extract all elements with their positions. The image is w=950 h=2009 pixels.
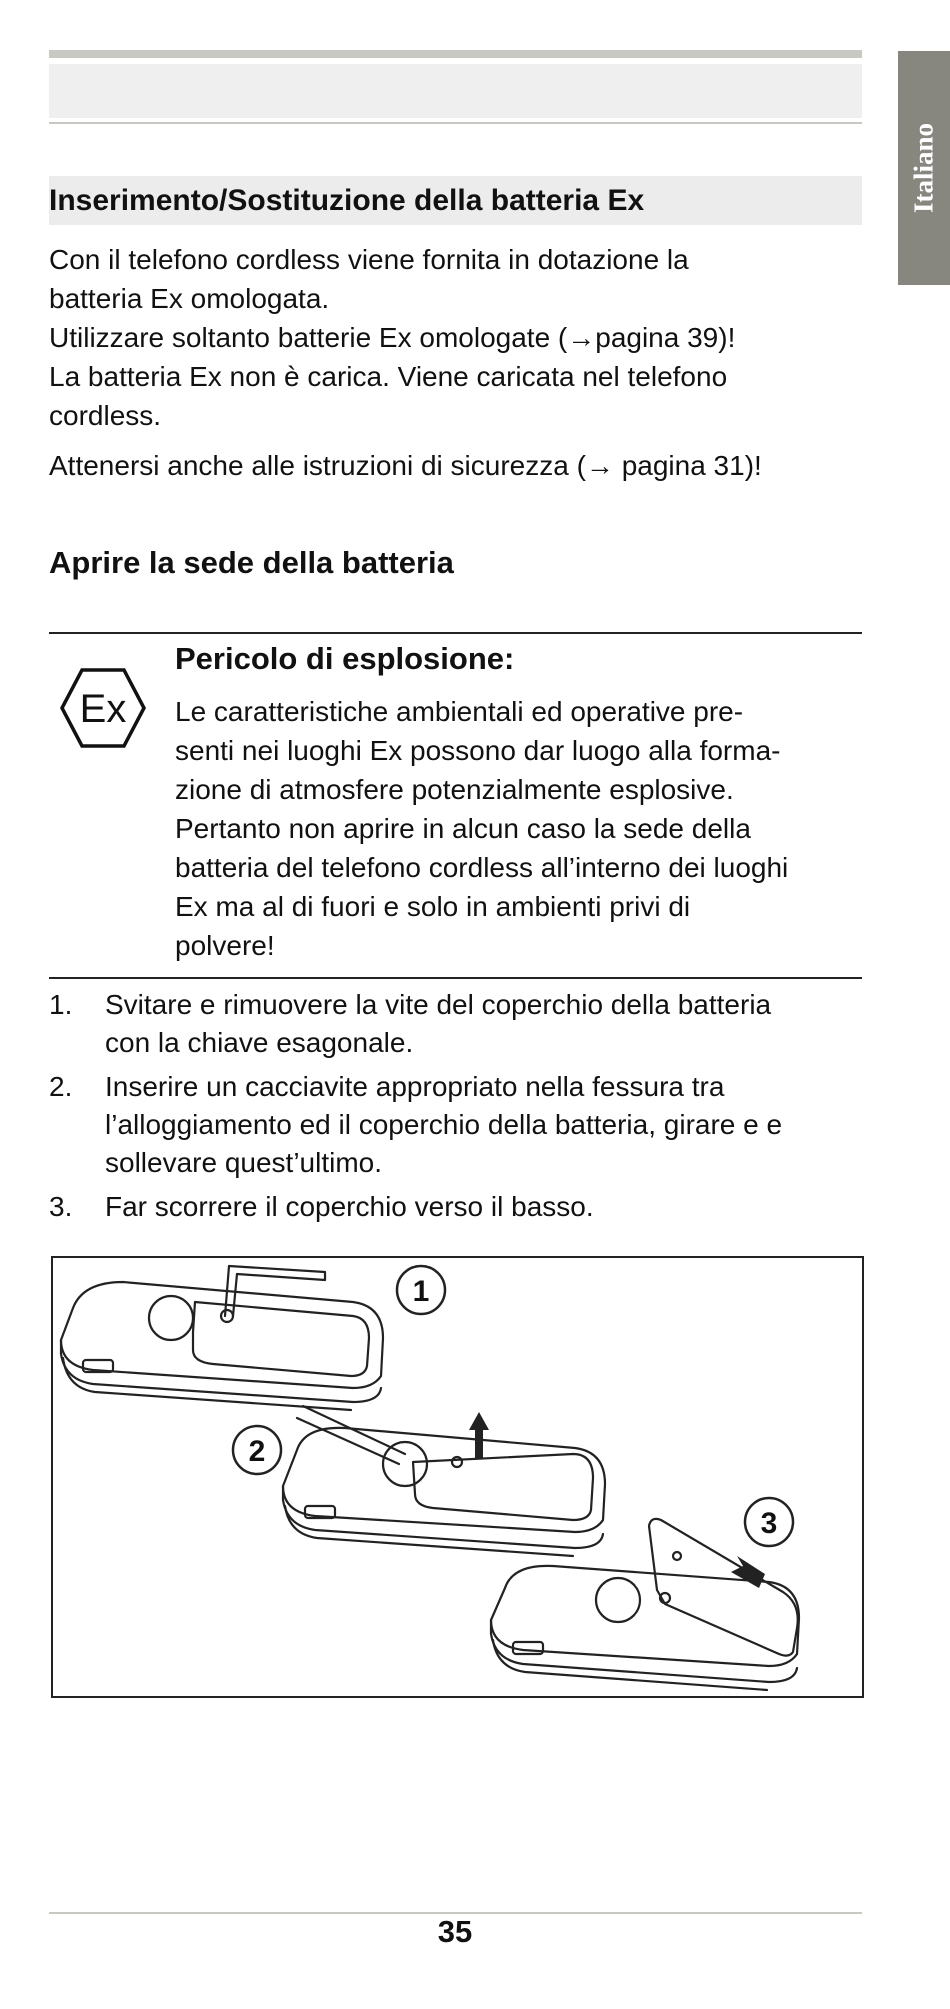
step-line: Inserire un cacciavite appropriato nella fessura tra [105,1071,725,1102]
step-number: 2. [49,1071,73,1102]
step-number: 3. [49,1191,73,1222]
intro-line: Utilizzare soltanto batterie Ex omologate (→pagina 39)! [49,322,736,353]
intro-line: batteria Ex omologata. [49,283,330,314]
battery-illustration [51,1256,864,1698]
safety-reference: Attenersi anche alle istruzioni di sicurezza (→ pagina 31)! [49,450,762,481]
step-item [49,1068,869,1182]
phone-step-2 [283,1406,605,1556]
ex-hazard-icon [60,668,146,748]
warning-text [175,692,865,965]
step-item [49,986,869,1062]
step-number: 1. [49,989,73,1020]
warning-line: zione di atmosfere potenzialmente esplosive. [175,774,734,805]
page-number: 35 [437,1914,473,1949]
intro-paragraph [49,240,869,435]
header-rule [49,50,862,58]
header-underline [49,122,862,124]
callout-3 [745,1498,793,1546]
warning-title: Pericolo di esplosione: [175,641,515,676]
step-item [49,1188,869,1226]
callout-1 [397,1266,445,1314]
header-band [49,64,862,118]
language-tab-label: Italiano [908,122,939,214]
warning-line: Le caratteristiche ambientali ed operative pre- [175,696,744,727]
section-title: Inserimento/Sostituzione della batteria Ex [49,176,862,225]
callout-2-label: 2 [248,1435,266,1468]
warning-line: senti nei luoghi Ex possono dar luogo alla forma- [175,735,781,766]
illustration-drawing [53,1258,862,1696]
callout-1-label: 1 [412,1275,430,1308]
phone-step-1 [61,1266,383,1410]
callout-3-label: 3 [760,1507,778,1540]
motion-arrows [469,1412,765,1588]
step-line: Svitare e rimuovere la vite del coperchio della batteria [105,989,772,1020]
step-line: Far scorrere il coperchio verso il basso. [105,1191,594,1222]
callout-2 [233,1426,281,1474]
intro-line: La batteria Ex non è carica. Viene caricata nel telefono [49,361,728,392]
steps-list [49,986,869,1232]
intro-line: Con il telefono cordless viene fornita in dotazione la [49,244,689,275]
subsection-title: Aprire la sede della batteria [49,545,454,580]
ex-icon-label: Ex [79,687,127,731]
step-line: l’alloggiamento ed il coperchio della batteria, girare e e [105,1109,783,1140]
step-line: con la chiave esagonale. [105,1027,414,1058]
warning-bottom-rule [49,977,862,979]
language-tab [898,51,950,285]
warning-line: Ex ma al di fuori e solo in ambienti privi di [175,891,691,922]
warning-line: Pertanto non aprire in alcun caso la sede della [175,813,751,844]
warning-top-rule [49,632,862,634]
intro-line: cordless. [49,400,162,431]
step-line: sollevare quest’ultimo. [105,1147,383,1178]
warning-line: batteria del telefono cordless all’interno dei luoghi [175,852,789,883]
warning-line: polvere! [175,930,275,961]
